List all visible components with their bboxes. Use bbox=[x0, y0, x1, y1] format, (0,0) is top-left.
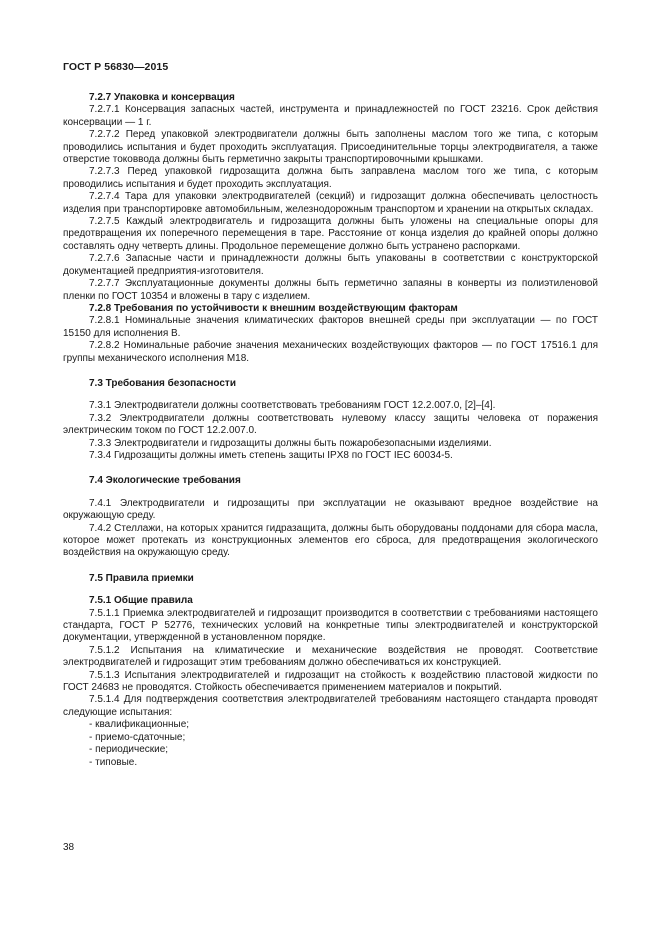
paragraph: 7.2.7.1 Консервация запасных частей, инструмента и принадлежностей по ГОСТ 23216. Срок действия консервации — 1 г. bbox=[63, 104, 598, 128]
paragraph: 7.2.7.6 Запасные части и принадлежности должны быть упакованы в соответствии с конструкторской документацией предприятия-изготовителя. bbox=[63, 253, 598, 277]
list-item: - периодические; bbox=[63, 744, 598, 756]
paragraph: 7.3.1 Электродвигатели должны соответствовать требованиям ГОСТ 12.2.007.0, [2]–[4]. bbox=[89, 400, 496, 412]
section-heading: 7.3 Требования безопасности bbox=[89, 377, 236, 389]
section-heading: 7.4 Экологические требования bbox=[89, 475, 241, 487]
list-item: - квалификационные; bbox=[63, 719, 598, 731]
section-heading: 7.5.1 Общие правила bbox=[89, 595, 193, 607]
paragraph: 7.4.2 Стеллажи, на которых хранится гидразащита, должны быть оборудованы поддонами для сбора масла, которое может протекать из конструкционных элементов его сброса, для предотвращения экологического воздействия на окружающую среду. bbox=[63, 522, 598, 559]
section-heading: 7.2.8 Требования по устойчивости к внешним воздействующим факторам bbox=[89, 302, 458, 314]
paragraph: 7.5.1.4 Для подтверждения соответствия электродвигателей требованиям настоящего стандарта проводят следующие испытания: bbox=[63, 694, 598, 718]
paragraph: 7.5.1.1 Приемка электродвигателей и гидрозащит производится в соответствии с требованиями настоящего стандарта, ГОСТ Р 52776, технических условий на конкретные типы электродвигателей и конструкторской документации, утвержденной в установленном порядке. bbox=[63, 607, 598, 644]
list-item: - приемо-сдаточные; bbox=[63, 732, 598, 744]
paragraph: 7.2.7.3 Перед упаковкой гидрозащита должна быть заправлена маслом того же типа, с которым проводились испытания и будет проходить эксплуатация. bbox=[63, 166, 598, 190]
document-body bbox=[63, 92, 598, 769]
paragraph: 7.2.8.2 Номинальные рабочие значения механических воздействующих факторов — по ГОСТ 17516.1 для группы механического исполнения М18. bbox=[63, 340, 598, 364]
paragraph: 7.5.1.2 Испытания на климатические и механические воздействия не проводят. Соответствие электродвигателей и гидрозащит этим требованиям должно обеспечиваться их конструкцией. bbox=[63, 644, 598, 669]
section-heading: 7.2.7 Упаковка и консервация bbox=[89, 92, 235, 103]
paragraph: 7.3.4 Гидрозащиты должны иметь степень защиты IPX8 по ГОСТ IEC 60034-5. bbox=[89, 449, 453, 461]
paragraph: 7.4.1 Электродвигатели и гидрозащиты при эксплуатации не оказывают вредное воздействие на окружающую среду. bbox=[63, 497, 598, 522]
paragraph: 7.2.7.2 Перед упаковкой электродвигатели должны быть заполнены маслом того же типа, с которым проводились испытания и будет проходить эксплуатация. Присоединительные торцы электродвигателя, а также отверстие токоввода должны быть герметично закрыты транспортировочными крышками. bbox=[63, 129, 598, 166]
section-heading: 7.5 Правила приемки bbox=[89, 572, 194, 584]
paragraph: 7.2.7.7 Эксплуатационные документы должны быть герметично запаяны в конверты из полиэтиленовой пленки по ГОСТ 10354 и вложены в тару с изделием. bbox=[63, 278, 598, 302]
page-header: ГОСТ Р 56830—2015 bbox=[63, 61, 169, 73]
paragraph: 7.2.7.5 Каждый электродвигатель и гидрозащита должны быть уложены на специальные опоры для предотвращения их поперечного перемещения в таре. Расстояние от конца изделия до крайней опоры должно составлять одну четверть длины. Продольное перемещение должно быть устранено распорками. bbox=[63, 216, 598, 252]
paragraph: 7.5.1.3 Испытания электродвигателей и гидрозащит на стойкость к воздействию пластовой жидкости по ГОСТ 24683 не проводятся. Стойкость обеспечивается применением материалов и покрытий. bbox=[63, 669, 598, 694]
list-item: - типовые. bbox=[63, 757, 598, 769]
page-number: 38 bbox=[63, 842, 75, 853]
paragraph: 7.3.2 Электродвигатели должны соответствовать нулевому классу защиты человека от поражения электрическим током по ГОСТ 12.2.007.0. bbox=[63, 412, 598, 437]
paragraph: 7.3.3 Электродвигатели и гидрозащиты должны быть пожаробезопасными изделиями. bbox=[89, 437, 492, 449]
paragraph: 7.2.8.1 Номинальные значения климатических факторов внешней среды при эксплуатации — по ГОСТ 15150 для исполнения В. bbox=[63, 315, 598, 339]
paragraph: 7.2.7.4 Тара для упаковки электродвигателей (секций) и гидрозащит должна обеспечивать целостность изделия при транспортировке автомобильным, железнодорожным транспортом и хранении на открытых складах. bbox=[63, 191, 598, 215]
